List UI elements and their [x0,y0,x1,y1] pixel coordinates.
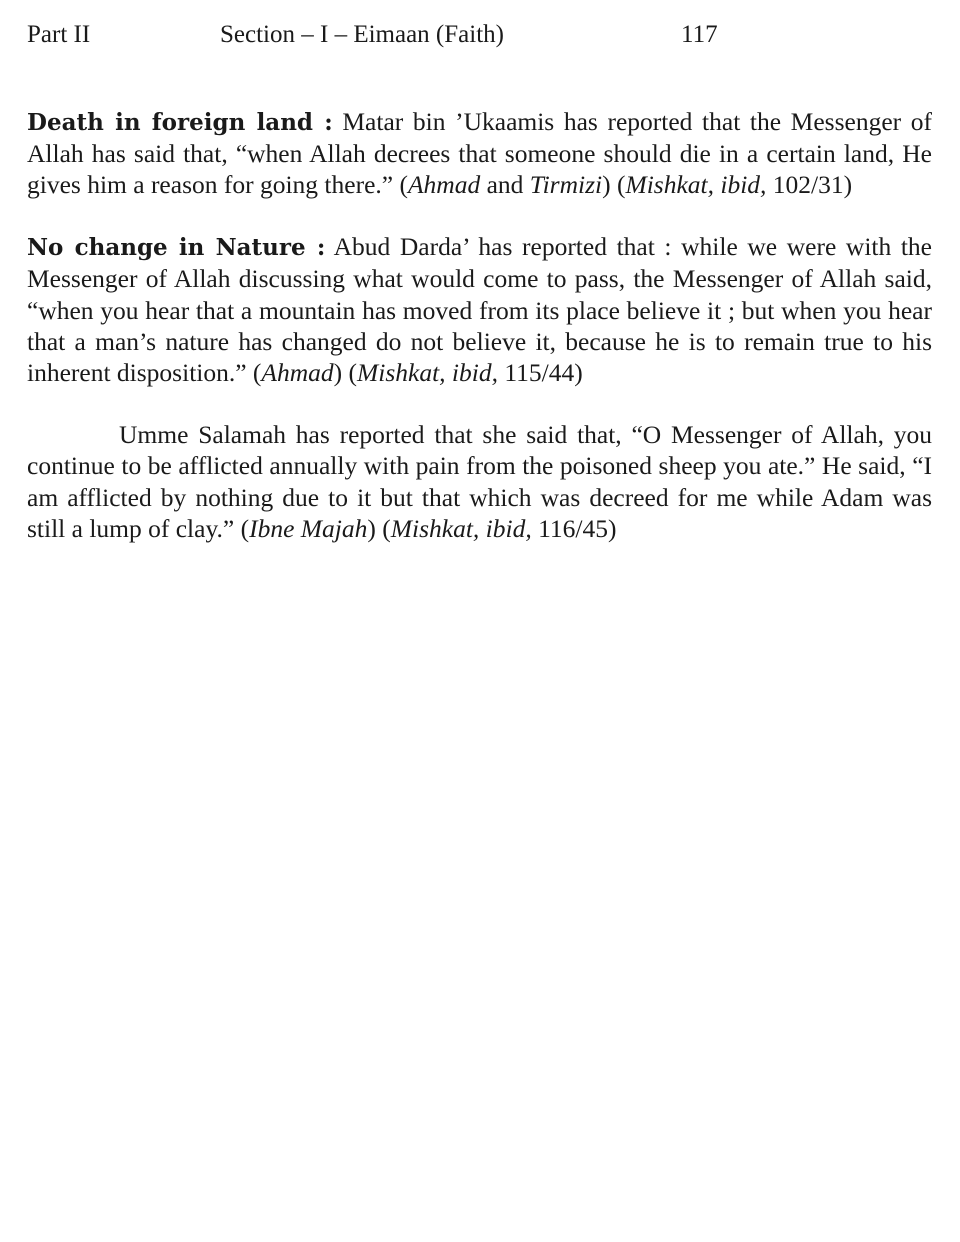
source-citation: Ahmad [261,357,334,387]
paragraph-text: Abud Darda’ has reported that : while we were with the Messenger of Allah discussing what would come to pass, the Messenger of Allah said, “when you hear that a mountain has moved from its place believe it ; but when you hear that a man’s nature has changed do not believe it, because he is to remain true to his inherent disposition.” ( [27,232,933,387]
source-citation: Ahmad [407,169,481,199]
reference-citation: Mishkat, ibid, [625,169,767,199]
paragraph-heading: Death in foreign land : [27,108,333,136]
paragraph-death-in-foreign-land [27,106,932,201]
header-part: Part II [27,21,91,48]
paragraph-heading: No change in Nature : [27,234,326,262]
reference-citation: Mishkat, ibid, [357,357,498,387]
paragraph-umme-salamah [27,419,932,544]
paragraph-text: Matar bin ’Ukaamis has reported that the Messenger of Allah has said that, “when Allah decrees that someone should die in a certain land, He gives him a reason for going there.” ( [27,106,932,199]
header-section: Section – I – Eimaan (Faith) [220,21,504,48]
citation-separator: ) ( [602,169,626,199]
citation-connector: and [480,169,530,199]
page-header [0,18,960,52]
reference-number: 116/45) [531,513,617,543]
citation-separator: ) ( [333,357,358,387]
paragraph-text: Umme Salamah has reported that she said that, “O Messenger of Allah, you continue to be afflicted annually with pain from the poisoned sheep you ate.” He said, “I am afflicted by nothing due to it but that which was decreed for me while Adam was still a lump of clay.” ( [27,420,932,543]
reference-number: 102/31) [766,169,853,199]
paragraph-no-change-in-nature [27,231,932,388]
reference-citation: Mishkat, ibid, [390,513,532,543]
reference-number: 115/44) [497,357,583,387]
source-citation: Tirmizi [529,169,603,199]
citation-separator: ) ( [367,513,391,543]
body-text [27,80,932,569]
page-number: 117 [681,21,718,48]
source-citation: Ibne Majah [249,513,368,543]
